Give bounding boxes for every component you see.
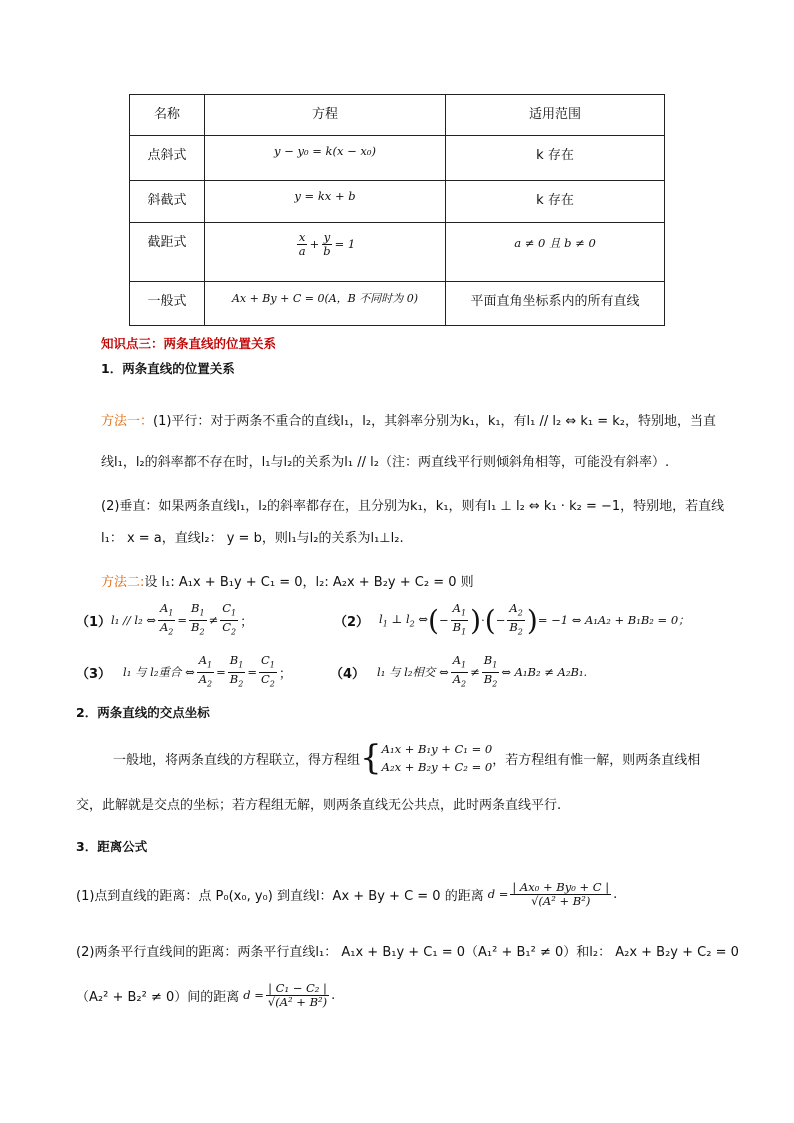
section-title: 知识点三：两条直线的位置关系 bbox=[101, 336, 277, 351]
method1-line1: 方法一：(1)平行：对于两条不重合的直线l₁，l₂，其斜率分别为k₁，k₁，有l₁ // l₂ ⇔ k₁ = k₂，特别地，当直 bbox=[101, 414, 717, 429]
subsection-title: 2．两条直线的交点坐标 bbox=[76, 705, 210, 720]
line-equation-table bbox=[129, 94, 665, 326]
row-range: k 存在 bbox=[536, 148, 574, 163]
condition-perpendicular: （2） $l_1$ ⊥ $l_2$ ⇔ ( − $\frac{A_1}{B_1}$ ) · ( − $\frac{A_2}{B_2}$ ) = −1 ⇔ A₁A₂ + B₁B₂ = 0； bbox=[334, 601, 690, 637]
method2-setup: 方法二:设 l₁: A₁x + B₁y + C₁ = 0，l₂: A₂x + B₂y + C₂ = 0 则 bbox=[101, 575, 474, 590]
method1-line3: (2)垂直：如果两条直线l₁，l₂的斜率都存在，且分别为k₁，k₁，则有l₁ ⊥ l₂ ⇔ k₁ · k₂ = −1，特别地，若直线 bbox=[101, 499, 725, 514]
row-name: 斜截式 bbox=[130, 181, 205, 223]
point-line-distance: (1)点到直线的距离：点 P₀(x₀, y₀) 到直线l：Ax + By + C = 0 的距离 d = $\frac{\text{| Ax₀ + By₀ + C |}}{\text{√(A² + B²)}}$ . bbox=[76, 879, 618, 908]
row-name: 一般式 bbox=[130, 282, 205, 326]
intersection-line2: 交，此解就是交点的坐标；若方程组无解，则两条直线无公共点，此时两条直线平行. bbox=[76, 798, 562, 813]
row-range: 平面直角坐标系内的所有直线 bbox=[470, 294, 640, 309]
method1-line2: 线l₁，l₂的斜率都不存在时，l₁与l₂的关系为l₁ // l₂（注：两直线平行则倾斜角相等，可能没有斜率）. bbox=[101, 455, 670, 470]
subsection-title: 3．距离公式 bbox=[76, 839, 148, 854]
row-equation: y − y₀ = k(x − x₀) bbox=[274, 144, 376, 158]
method1-line4: l₁： x = a，直线l₂： y = b，则l₁与l₂的关系为l₁⊥l₂. bbox=[101, 531, 404, 546]
condition-parallel: （1） l₁ // l₂ ⇔ $\frac{A_1}{A_2}$ = $\frac{B_1}{B_2}$ ≠ $\frac{C_1}{C_2}$ ； bbox=[76, 601, 254, 636]
row-name: 截距式 bbox=[130, 223, 205, 282]
row-equation: Ax + By + C = 0(A，B 不同时为 0) bbox=[231, 292, 419, 305]
header-equation: 方程 bbox=[205, 95, 446, 136]
row-range: a ≠ 0 且 b ≠ 0 bbox=[514, 236, 596, 250]
parallel-distance-line1: (2)两条平行直线间的距离：两条平行直线l₁： A₁x + B₁y + C₁ = 0（A₁² + B₁² ≠ 0）和l₂： A₂x + B₂y + C₂ = 0 bbox=[76, 945, 739, 960]
intersection-line1: 一般地，将两条直线的方程联立，得方程组 { A₁x + B₁y + C₁ = 0 A₂x + B₂y + C₂ = 0 ，若方程组有惟一解，则两条直线相 bbox=[113, 738, 701, 778]
intercept-equation: $\frac{x}{a}$ + $\frac{y}{b}$ = 1 bbox=[298, 230, 356, 258]
row-equation: y = kx + b bbox=[294, 189, 356, 203]
subsection-title: 1．两条直线的位置关系 bbox=[101, 361, 235, 376]
row-name: 点斜式 bbox=[130, 136, 205, 181]
condition-intersect: （4） l₁ 与 l₂相交 ⇔ $\frac{A_1}{A_2}$ ≠ $\frac{B_1}{B_2}$ ⇔ A₁B₂ ≠ A₂B₁. bbox=[330, 653, 588, 688]
row-range: k 存在 bbox=[536, 193, 574, 208]
header-range: 适用范围 bbox=[446, 95, 665, 136]
header-name: 名称 bbox=[130, 95, 205, 136]
condition-coincide: （3） l₁ 与 l₂重合 ⇔ $\frac{A_1}{A_2}$ = $\frac{B_1}{B_2}$ = $\frac{C_1}{C_2}$ ； bbox=[76, 653, 292, 688]
parallel-distance-line2: （A₂² + B₂² ≠ 0）间的距离 d = $\frac{\text{| C₁ − C₂ |}}{\text{√(A² + B²)}}$ . bbox=[76, 980, 336, 1009]
